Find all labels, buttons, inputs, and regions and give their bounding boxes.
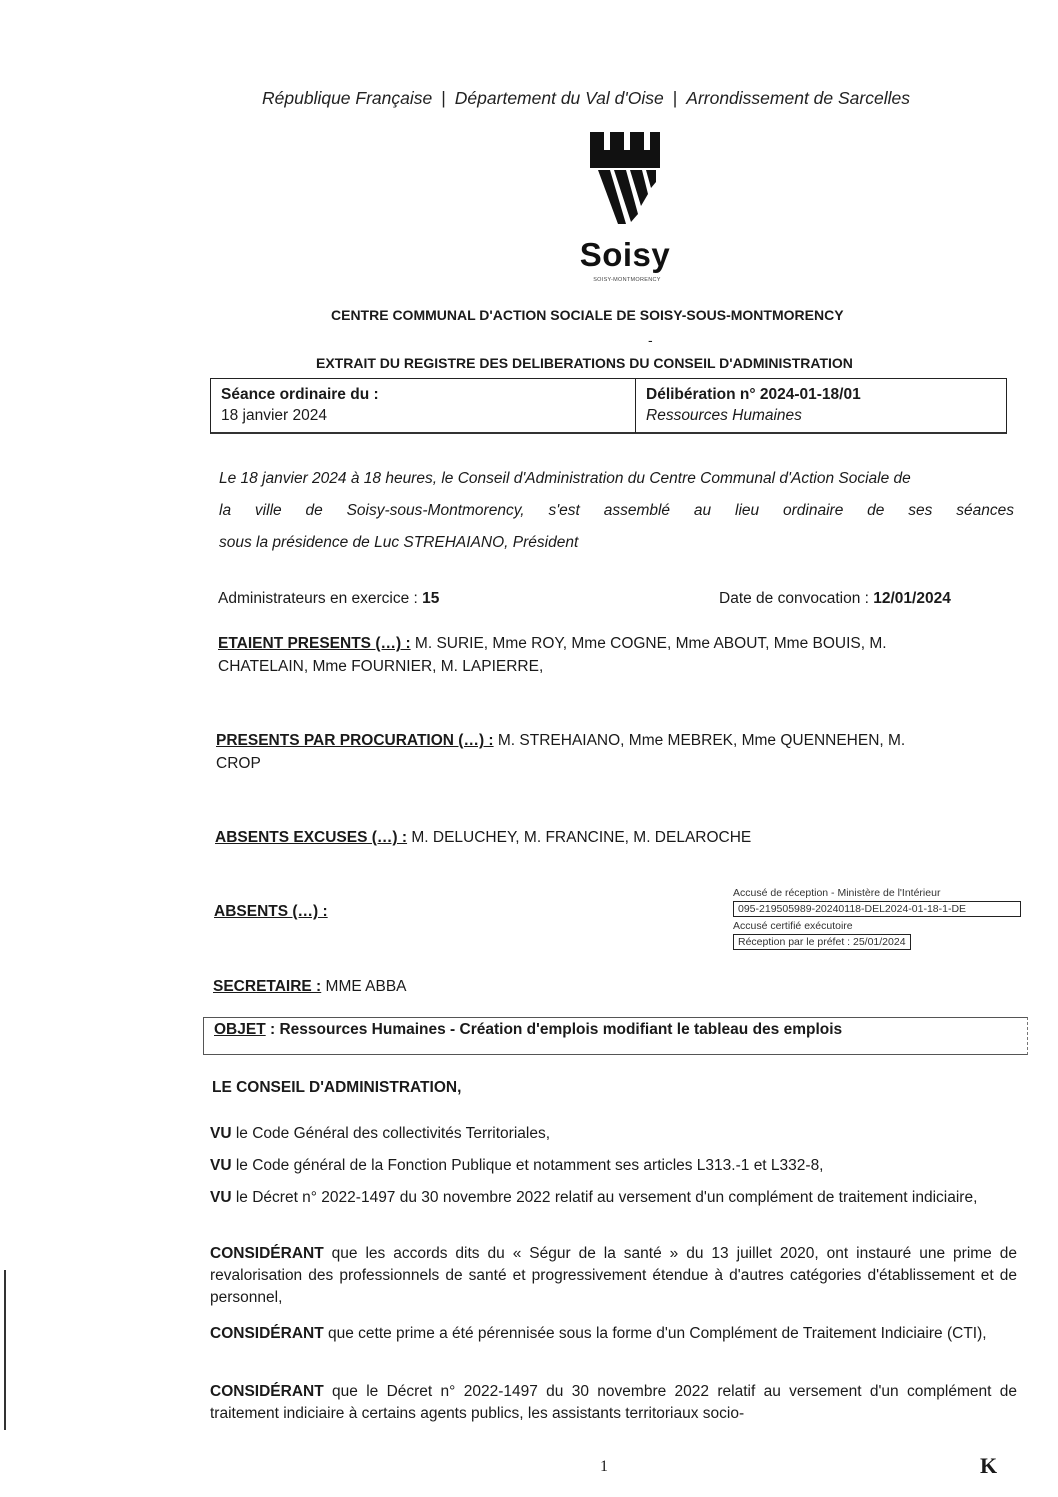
excuses-names: M. DELUCHEY, M. FRANCINE, M. DELAROCHE [407,829,752,846]
org-title: CENTRE COMMUNAL D'ACTION SOCIALE DE SOISY-SOUS-MONTMORENCY [331,307,844,323]
clause-text: le Code général de la Fonction Publique et notamment ses articles L313.-1 et L332-8, [231,1157,824,1174]
objet-label: OBJET [214,1021,266,1038]
clause-text: que les accords dits du « Ségur de la santé » du 13 juillet 2020, ont instauré une prime de revalorisation des professionnels de santé et progressivement étendue à d'autres catégories d'établissement et de personnel, [210,1245,1017,1306]
conseil-heading: LE CONSEIL D'ADMINISTRATION, [212,1079,462,1096]
clause-keyword: VU [210,1157,232,1174]
clause [210,1123,1017,1145]
secretaire-name: MME ABBA [321,978,407,995]
intro-line: la ville de Soisy-sous-Montmorency, s'est assemblé au lieu ordinaire de ses séances [219,502,1014,519]
scan-margin-mark [4,1270,6,1430]
clause [210,1323,1017,1345]
procuration-block [216,729,1016,775]
page-number: 1 [600,1458,608,1475]
accuse-title: Accusé de réception - Ministère de l'Intérieur [733,887,941,899]
logo-subtitle: SOISY-MONTMORENCY [593,277,661,283]
presents-names-cont: CHATELAIN, Mme FOURNIER, M. LAPIERRE, [218,658,544,675]
deliberation-number: Délibération n° 2024-01-18/01 [646,386,861,403]
clause [210,1243,1017,1309]
clause-keyword: VU [210,1189,232,1206]
accuse-certif: Accusé certifié exécutoire [733,920,853,932]
register-title: EXTRAIT DU REGISTRE DES DELIBERATIONS DU CONSEIL D'ADMINISTRATION [316,355,853,371]
session-table [210,378,1007,434]
session-cell [211,379,636,433]
absents-block [214,900,328,923]
clause-keyword: CONSIDÉRANT [210,1245,324,1262]
deliberation-cell [636,379,1006,433]
intro-line: sous la présidence de Luc STREHAIANO, Président [219,534,579,551]
accuse-reception-stamp [733,887,1023,953]
session-label: Séance ordinaire du : [221,386,379,403]
clause-keyword: CONSIDÉRANT [210,1383,324,1400]
secretaire-block [213,975,407,998]
accuse-reception: Réception par le préfet : 25/01/2024 [733,934,911,950]
header-departement: Département du Val d'Oise [454,88,664,108]
presents-names: M. SURIE, Mme ROY, Mme COGNE, Mme ABOUT, Mme BOUIS, M. [410,635,887,652]
clause [210,1381,1017,1425]
secretaire-label: SECRETAIRE : [213,978,322,995]
clause-text: que le Décret n° 2022-1497 du 30 novembre 2022 relatif au versement d'un complément de traitement indiciaire à certains agents publics, les assistants territoriaux socio- [210,1383,1017,1422]
logo-name: Soisy [579,236,671,273]
excuses-block [215,826,1015,849]
clause-text: le Décret n° 2022-1497 du 30 novembre 2022 relatif au versement d'un complément de traitement indiciaire, [231,1189,978,1206]
clause-keyword: CONSIDÉRANT [210,1325,324,1342]
administrateurs-label: Administrateurs en exercice : [218,590,418,607]
deliberation-theme: Ressources Humaines [646,407,802,424]
session-date: 18 janvier 2024 [221,407,327,424]
header-line [262,88,910,109]
presents-block [218,632,1008,678]
handwritten-initials: K [980,1453,998,1478]
procuration-label: PRESENTS PAR PROCURATION (…) : [216,732,494,749]
header-separator: | [672,88,678,108]
convocation-label: Date de convocation : [719,590,869,607]
absents-label: ABSENTS (…) : [214,903,328,920]
objet-box [203,1017,1028,1055]
intro-line: Le 18 janvier 2024 à 18 heures, le Conseil d'Administration du Centre Communal d'Action Sociale de [219,470,911,487]
accuse-ref: 095-219505989-20240118-DEL2024-01-18-1-DE [733,901,1021,917]
header-republique: République Française [262,88,433,108]
procuration-names-cont: CROP [216,755,261,772]
header-arrondissement: Arrondissement de Sarcelles [686,88,910,108]
clause-text: que cette prime a été pérennisée sous la forme d'un Complément de Traitement Indiciaire (CTI), [323,1325,987,1342]
clause-keyword: VU [210,1125,232,1142]
header-separator: | [441,88,446,108]
administrateurs-value: 15 [422,590,440,607]
convocation-value: 12/01/2024 [873,590,951,607]
procuration-names: M. STREHAIANO, Mme MEBREK, Mme QUENNEHEN, M. [493,732,906,749]
excuses-label: ABSENTS EXCUSES (…) : [215,829,408,846]
presents-label: ETAIENT PRESENTS (…) : [218,635,411,652]
separator-dot: - [648,332,653,348]
objet-text: : Ressources Humaines - Création d'emplois modifiant le tableau des emplois [265,1021,843,1038]
administrateurs [218,590,439,608]
clause [210,1155,1017,1177]
clause [210,1187,1017,1209]
clause-text: le Code Général des collectivités Territoriales, [231,1125,551,1142]
convocation [719,590,951,608]
